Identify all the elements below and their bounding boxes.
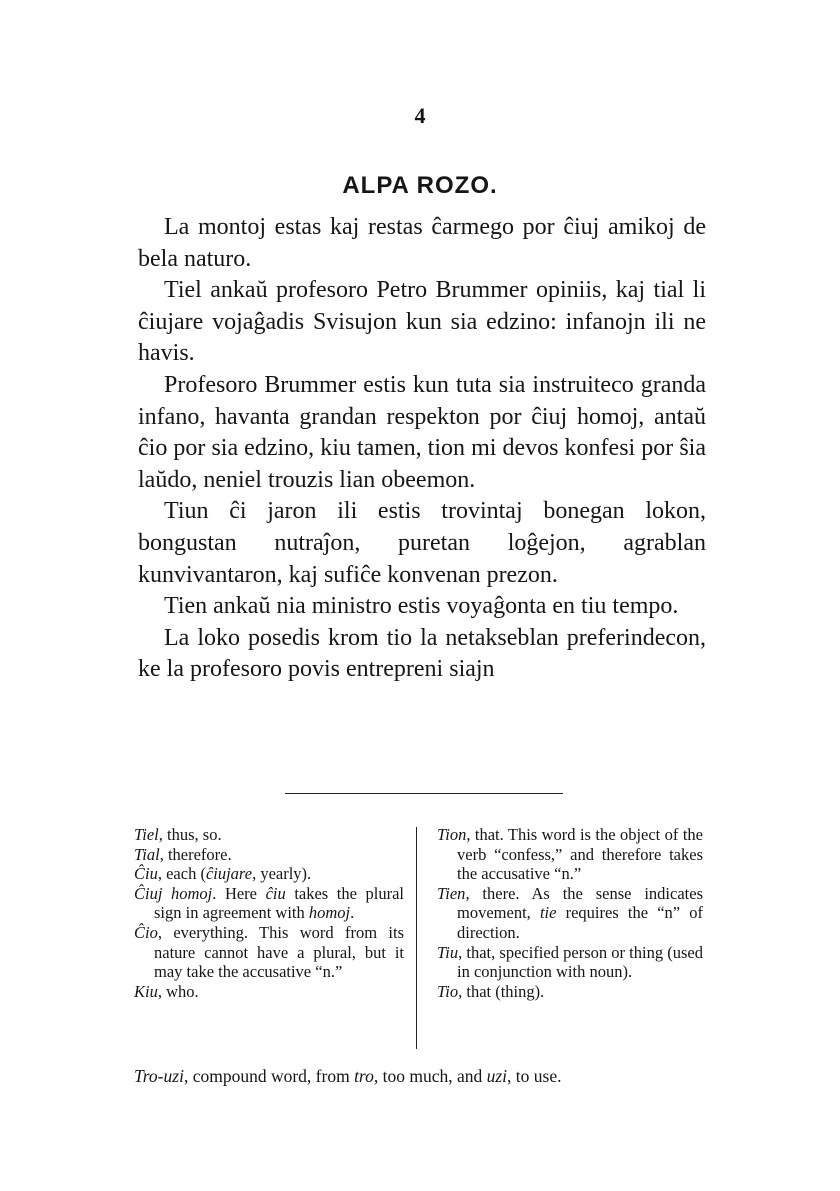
footnote-text: , each (	[157, 864, 206, 884]
footnote-emphasis: ĉiu	[265, 883, 286, 903]
footnote-text: , compound word, from	[183, 1066, 355, 1086]
footnote-term: Ĉiuj homoj	[134, 883, 213, 903]
footnote-text: , yearly).	[252, 864, 312, 884]
footnote	[134, 845, 404, 865]
footnote-term: Tial	[134, 844, 160, 864]
footnote-term: Tion	[437, 825, 467, 844]
footnote-term: Ĉio	[134, 922, 158, 942]
footnote	[437, 943, 703, 982]
page-number: 4	[414, 103, 426, 128]
footnote-text: requires the “n” of direction.	[457, 903, 703, 942]
footnote-text: , that, specified person or thing (used in conjunction with noun).	[457, 942, 703, 982]
footnote-emphasis: homoj	[308, 903, 351, 923]
footnote-emphasis: uzi	[486, 1066, 508, 1086]
footnote-text: , everything. This word from its nature cannot have a plural, but it may take the accusative “n.”	[154, 922, 404, 982]
footnote-term: Kiu	[134, 981, 158, 1001]
paragraph: Profesoro Brummer estis kun tuta sia instruiteco granda infano, havanta grandan respekton por ĉiuj homoj, antaŭ ĉio por sia edzino, kiu tamen, tion mi devos konfesi por ŝia laŭdo, neniel trouzis lian obeemon.	[138, 371, 706, 493]
footnote-separator	[285, 793, 563, 794]
footnote-text: , to use.	[507, 1066, 562, 1086]
footnote	[437, 982, 703, 1002]
footnote	[134, 884, 404, 923]
footnote-text: , that (thing).	[458, 981, 545, 1001]
footnote-term: Tien	[437, 883, 466, 903]
paragraph: La montoj estas kaj restas ĉarmego por ĉiuj amikoj de bela naturo.	[138, 214, 706, 272]
paragraph: Tiel ankaŭ profesoro Petro Brummer opiniis, kaj tial li ĉiujare vojaĝadis Svisujon kun sia edzino: infanojn ili ne havis.	[138, 277, 706, 367]
footnote	[134, 923, 404, 982]
chapter-title: ALPA ROZO.	[342, 172, 498, 199]
footnote-text: . Here	[212, 883, 266, 903]
footnote-term: Ĉiu	[134, 864, 158, 884]
footnote-text: , therefore.	[159, 844, 232, 864]
footnotes-right-column	[437, 825, 703, 1001]
footnote-term: Tiu	[437, 942, 459, 962]
footnote	[134, 825, 404, 845]
footnote-text: , that. This word is the object of the verb “confess,” and therefore takes the accusative “n.”	[457, 825, 703, 884]
footnote-text: , there. As the sense indicates movement,	[457, 883, 703, 923]
footnote	[134, 864, 404, 884]
footnote-term: Tiel	[134, 825, 159, 844]
footnote-emphasis: tro	[354, 1066, 374, 1086]
paragraph: Tiun ĉi jaron ili estis trovintaj bonegan lokon, bongustan nutraĵon, puretan loĝejon, agrablan kunvivantaron, kaj sufiĉe konvenan prezon.	[138, 498, 706, 588]
footnote-emphasis: tie	[539, 903, 557, 923]
footnote	[437, 884, 703, 943]
footnote-term: Tro-uzi	[134, 1066, 184, 1086]
paragraph: La loko posedis krom tio la netakseblan preferindecon, ke la profesoro povis entrepreni siajn	[138, 624, 706, 683]
footnote-term: Tio	[437, 981, 459, 1001]
footnote-text: takes the plural sign in agreement with	[154, 883, 404, 923]
footnotes-left-column	[134, 825, 404, 1001]
footnote-text: .	[350, 903, 355, 923]
body-text	[138, 212, 706, 686]
footnote	[437, 825, 703, 884]
footnote	[134, 982, 404, 1002]
footnote-text: , who.	[157, 981, 199, 1001]
column-divider	[416, 827, 417, 1049]
footnote-text: , thus, so.	[158, 825, 222, 844]
bottom-footnote	[134, 1066, 714, 1086]
paragraph: Tien ankaŭ nia ministro estis voyaĝonta en tiu tempo.	[164, 593, 679, 620]
footnote-emphasis: ĉiujare	[205, 864, 253, 884]
footnote-text: , too much, and	[373, 1066, 487, 1086]
